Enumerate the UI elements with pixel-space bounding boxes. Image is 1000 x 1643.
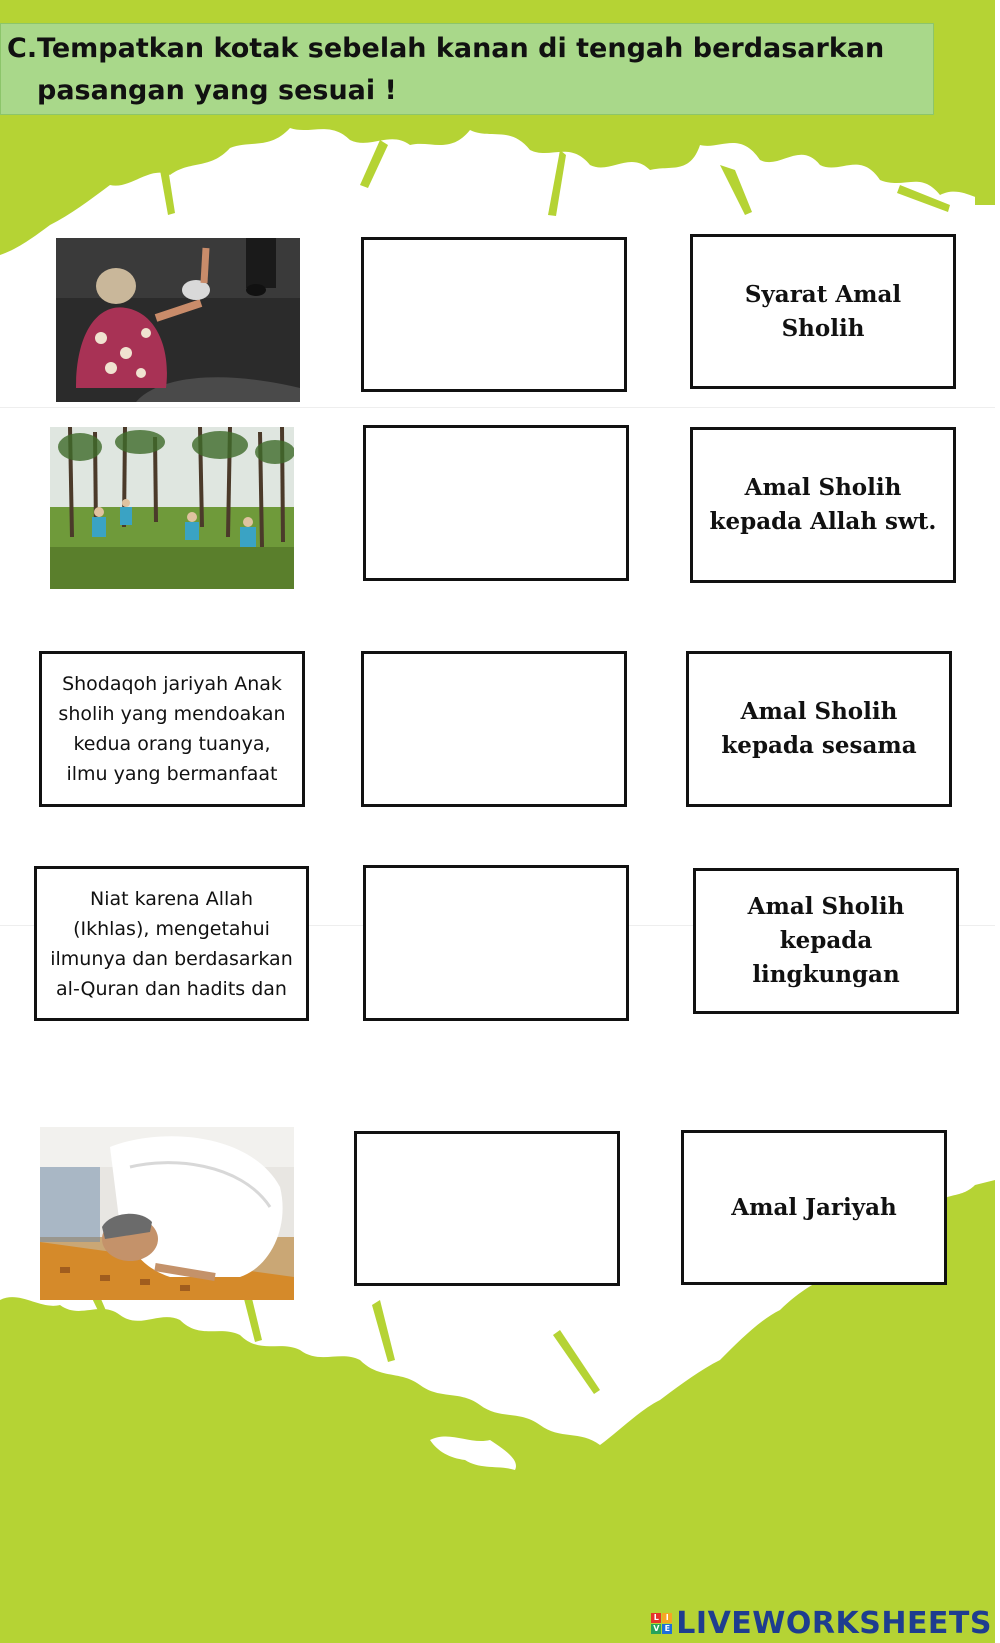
- prayer-sujud-photo-icon: [40, 1127, 294, 1300]
- answer-card-4[interactable]: Amal Sholih kepada lingkungan: [693, 868, 959, 1014]
- liveworksheets-logo: [651, 1606, 992, 1641]
- clue-text-box-4: Niat karena Allah (Ikhlas), mengetahui ilmunya dan berdasarkan al-Quran dan hadits dan: [34, 866, 309, 1021]
- clue-text-box-3: Shodaqoh jariyah Anak sholih yang mendoakan kedua orang tuanya, ilmu yang bermanfaat: [39, 651, 305, 807]
- question-number: C.: [7, 33, 38, 64]
- drop-target-2[interactable]: [363, 425, 629, 581]
- liveworksheets-logo-text: LIVEWORKSHEETS: [676, 1606, 992, 1641]
- instruction-line-1: Tempatkan kotak sebelah kanan di tengah berdasarkan: [37, 33, 885, 64]
- giving-food-photo-icon: [56, 238, 300, 402]
- instruction-line-2: pasangan yang sesuai !: [37, 75, 397, 106]
- answer-card-1[interactable]: Syarat Amal Sholih: [690, 234, 956, 389]
- liveworksheets-logo-mark-icon: L I V E: [651, 1613, 672, 1634]
- tree-planting-photo-icon: [50, 427, 294, 589]
- drop-target-1[interactable]: [361, 237, 627, 392]
- instruction-banner: [0, 23, 934, 115]
- drop-target-5[interactable]: [354, 1131, 620, 1286]
- drop-target-3[interactable]: [361, 651, 627, 807]
- answer-card-3[interactable]: Amal Sholih kepada sesama: [686, 651, 952, 807]
- answer-card-5[interactable]: Amal Jariyah: [681, 1130, 947, 1285]
- answer-card-2[interactable]: Amal Sholih kepada Allah swt.: [690, 427, 956, 583]
- drop-target-4[interactable]: [363, 865, 629, 1021]
